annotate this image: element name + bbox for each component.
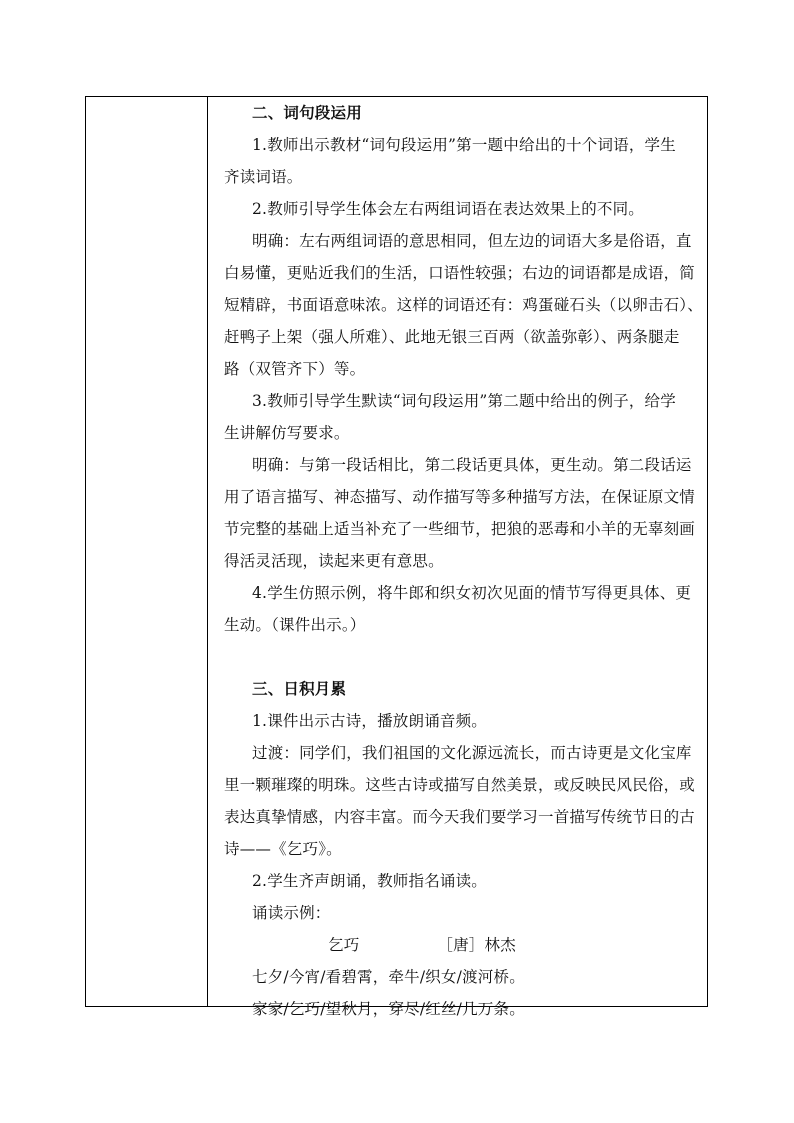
paragraph-line: 齐读词语。: [224, 168, 303, 186]
poem-line: 七夕/今宵/看碧霄，牵牛/织女/渡河桥。: [252, 968, 525, 986]
paragraph-line: 路（双管齐下）等。: [224, 360, 366, 378]
poem-title-line: [328, 935, 516, 955]
paragraph-line: 4.学生仿照示例，将牛郎和织女初次见面的情节写得更具体、更: [252, 584, 692, 602]
paragraph-line: 得活灵活现，读起来更有意思。: [224, 552, 444, 570]
section-3-heading: 三、日积月累: [252, 679, 347, 698]
paragraph-line: 生动。（课件出示。）: [224, 616, 366, 634]
paragraph-line: 2.教师引导学生体会左右两组词语在表达效果上的不同。: [252, 200, 644, 218]
section-2-heading: 二、词句段运用: [252, 103, 362, 122]
paragraph-line: 过渡：同学们，我们祖国的文化源远流长，而古诗更是文化宝库: [252, 744, 692, 762]
poem-example-label: 诵读示例：: [252, 904, 331, 922]
paragraph-line: 白易懂，更贴近我们的生活，口语性较强；右边的词语都是成语，简: [224, 264, 696, 282]
paragraph-line: 诗——《乞巧》。: [224, 840, 342, 858]
paragraph-line: 明确：左右两组词语的意思相同，但左边的词语大多是俗语，直: [252, 232, 692, 250]
table-left-cell: [86, 97, 208, 1006]
paragraph-line: 赶鸭子上架（强人所难）、此地无银三百两（欲盖弥彰）、两条腿走: [224, 328, 680, 346]
lesson-table: [85, 96, 708, 1018]
paragraph-line: 短精辟，书面语意味浓。这样的词语还有：鸡蛋碰石头（以卵击石）、: [224, 296, 703, 314]
paragraph-line: 表达真挚情感，内容丰富。而今天我们要学习一首描写传统节日的古: [224, 808, 696, 826]
paragraph-line: 3.教师引导学生默读“词句段运用”第二题中给出的例子，给学: [252, 392, 676, 410]
paragraph-line: 1.教师出示教材“词句段运用”第一题中给出的十个词语，学生: [252, 136, 676, 154]
paragraph-line: 用了语言描写、神态描写、动作描写等多种描写方法，在保证原文情: [224, 488, 696, 506]
paragraph-line: 生讲解仿写要求。: [224, 424, 350, 442]
paragraph-line: 节完整的基础上适当补充了一些细节，把狼的恶毒和小羊的无辜刻画: [224, 520, 696, 538]
paragraph-line: 2.学生齐声朗诵，教师指名诵读。: [252, 872, 487, 890]
paragraph-line: 里一颗璀璨的明珠。这些古诗或描写自然美景，或反映民风民俗，或: [224, 776, 696, 794]
paragraph-line: 明确：与第一段话相比，第二段话更具体，更生动。第二段话运: [252, 456, 692, 474]
poem-line: 家家/乞巧/望秋月，穿尽/红丝/几万条。: [252, 1000, 525, 1018]
paragraph-line: 1.课件出示古诗，播放朗诵音频。: [252, 712, 487, 730]
table-content-cell: [208, 97, 707, 1018]
poem-title: 乞巧: [328, 936, 360, 954]
poem-author: ［唐］林杰: [437, 936, 516, 954]
